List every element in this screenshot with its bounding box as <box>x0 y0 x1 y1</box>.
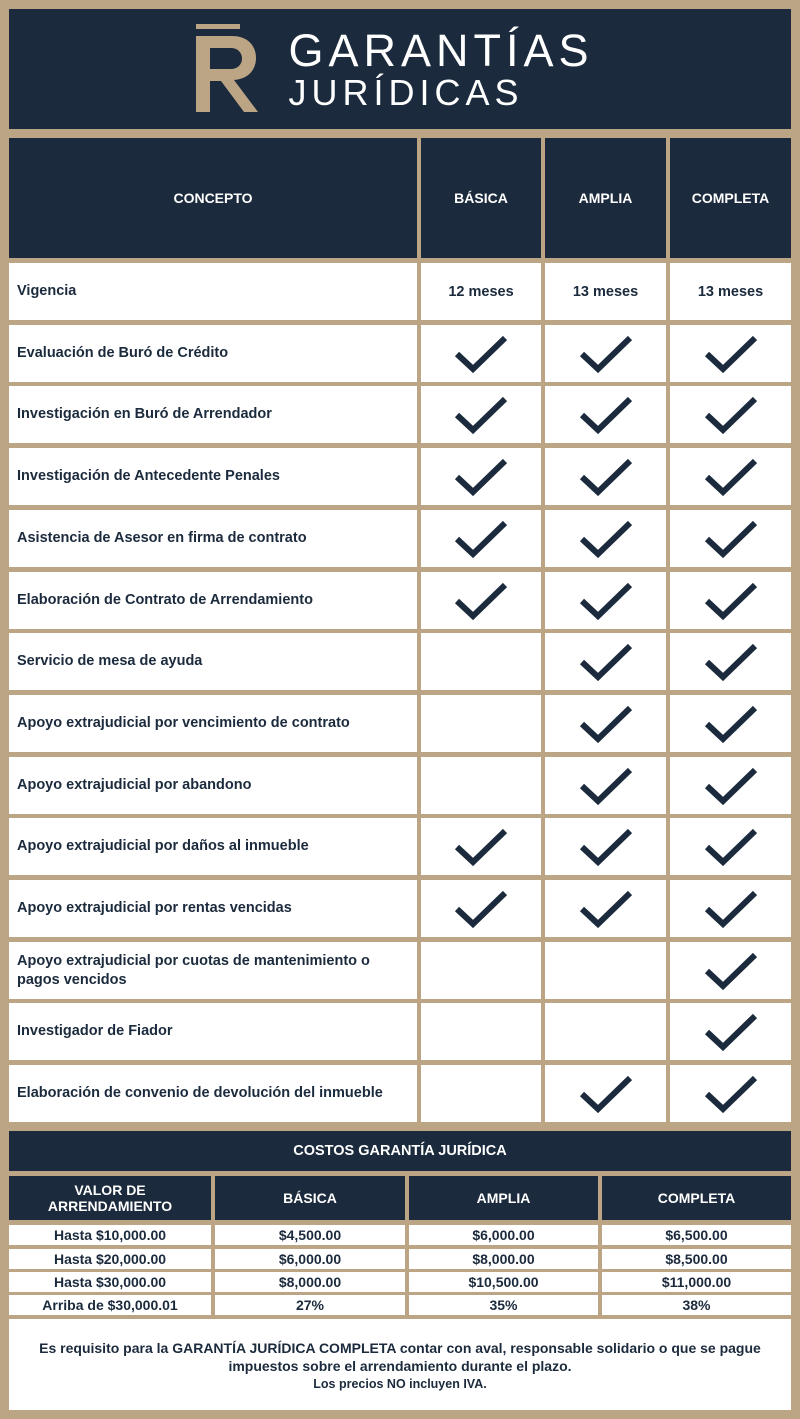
feature-cell-completa <box>670 1065 791 1122</box>
brand-line2: JURÍDICAS <box>288 71 524 113</box>
feature-row-label: Apoyo extrajudicial por abandono <box>9 757 417 814</box>
costs-col-header-2: AMPLIA <box>409 1176 598 1220</box>
checkmark-icon <box>453 457 509 497</box>
brand-monogram-icon <box>196 24 266 114</box>
checkmark-icon <box>703 1074 759 1114</box>
costs-price-cell: $11,000.00 <box>602 1272 791 1292</box>
feature-cell-basica <box>421 386 541 443</box>
checkmark-icon <box>578 889 634 929</box>
checkmark-icon <box>578 1074 634 1114</box>
checkmark-icon <box>703 827 759 867</box>
costs-price-cell: 27% <box>215 1295 405 1315</box>
feature-cell-basica <box>421 757 541 814</box>
costs-price-cell: $6,000.00 <box>215 1249 405 1269</box>
feature-col-header-3: COMPLETA <box>670 138 791 258</box>
costs-price-cell: $8,000.00 <box>409 1249 598 1269</box>
checkmark-icon <box>578 395 634 435</box>
feature-cell-completa <box>670 510 791 567</box>
feature-cell-amplia <box>545 263 666 320</box>
feature-col-header-2: AMPLIA <box>545 138 666 258</box>
checkmark-icon <box>453 827 509 867</box>
feature-cell-completa <box>670 695 791 752</box>
costs-price-cell: $10,500.00 <box>409 1272 598 1292</box>
checkmark-icon <box>453 889 509 929</box>
note-iva: Los precios NO incluyen IVA. <box>313 1376 487 1391</box>
costs-range-cell: Hasta $10,000.00 <box>9 1225 211 1245</box>
feature-cell-amplia <box>545 633 666 690</box>
costs-price-cell: 38% <box>602 1295 791 1315</box>
checkmark-icon <box>453 334 509 374</box>
feature-col-header-0: CONCEPTO <box>9 138 417 258</box>
feature-cell-completa <box>670 880 791 937</box>
feature-row-label: Elaboración de convenio de devolución del inmueble <box>9 1065 417 1122</box>
checkmark-icon <box>578 827 634 867</box>
feature-cell-value: 13 meses <box>572 283 639 300</box>
feature-row-label: Evaluación de Buró de Crédito <box>9 325 417 382</box>
feature-row-label: Apoyo extrajudicial por cuotas de mantenimiento o pagos vencidos <box>9 942 417 999</box>
feature-cell-completa <box>670 757 791 814</box>
checkmark-icon <box>578 519 634 559</box>
feature-cell-completa <box>670 386 791 443</box>
checkmark-icon <box>578 334 634 374</box>
checkmark-icon <box>453 519 509 559</box>
feature-row-label: Investigador de Fiador <box>9 1003 417 1060</box>
feature-cell-amplia <box>545 1065 666 1122</box>
checkmark-icon <box>703 951 759 991</box>
feature-row-label: Apoyo extrajudicial por rentas vencidas <box>9 880 417 937</box>
costs-range-cell: Hasta $20,000.00 <box>9 1249 211 1269</box>
feature-cell-basica <box>421 448 541 505</box>
feature-cell-amplia <box>545 695 666 752</box>
feature-cell-basica <box>421 880 541 937</box>
feature-cell-basica <box>421 510 541 567</box>
feature-row-label: Apoyo extrajudicial por daños al inmueble <box>9 818 417 875</box>
feature-cell-basica <box>421 572 541 629</box>
feature-row-label: Apoyo extrajudicial por vencimiento de contrato <box>9 695 417 752</box>
feature-cell-amplia <box>545 1003 666 1060</box>
checkmark-icon <box>703 766 759 806</box>
costs-price-cell: $6,000.00 <box>409 1225 598 1245</box>
notes-box <box>9 1319 791 1410</box>
checkmark-icon <box>453 395 509 435</box>
costs-price-cell: $8,000.00 <box>215 1272 405 1292</box>
feature-col-header-1: BÁSICA <box>421 138 541 258</box>
checkmark-icon <box>703 642 759 682</box>
feature-cell-completa <box>670 325 791 382</box>
costs-price-cell: 35% <box>409 1295 598 1315</box>
feature-cell-amplia <box>545 448 666 505</box>
feature-cell-amplia <box>545 325 666 382</box>
checkmark-icon <box>703 457 759 497</box>
checkmark-icon <box>703 581 759 621</box>
feature-cell-basica <box>421 818 541 875</box>
costs-price-cell: $4,500.00 <box>215 1225 405 1245</box>
feature-cell-completa <box>670 572 791 629</box>
checkmark-icon <box>578 766 634 806</box>
checkmark-icon <box>703 395 759 435</box>
costs-title: COSTOS GARANTÍA JURÍDICA <box>9 1131 791 1171</box>
costs-col-header-3: COMPLETA <box>602 1176 791 1220</box>
brand-logo <box>196 24 593 114</box>
checkmark-icon <box>703 334 759 374</box>
feature-cell-completa <box>670 448 791 505</box>
checkmark-icon <box>703 519 759 559</box>
brand-line1: GARANTÍAS <box>288 24 594 76</box>
costs-col-header-1: BÁSICA <box>215 1176 405 1220</box>
feature-row-label: Investigación en Buró de Arrendador <box>9 386 417 443</box>
checkmark-icon <box>578 642 634 682</box>
feature-row-label: Elaboración de Contrato de Arrendamiento <box>9 572 417 629</box>
checkmark-icon <box>578 581 634 621</box>
feature-cell-amplia <box>545 386 666 443</box>
checkmark-icon <box>578 457 634 497</box>
checkmark-icon <box>453 581 509 621</box>
costs-price-cell: $8,500.00 <box>602 1249 791 1269</box>
note-requirement: Es requisito para la GARANTÍA JURÍDICA COMPLETA contar con aval, responsable solidario o que se pague impuestos sobre el arrendamiento durante el plazo. <box>39 1339 761 1374</box>
costs-price-cell: $6,500.00 <box>602 1225 791 1245</box>
costs-range-cell: Arriba de $30,000.01 <box>9 1295 211 1315</box>
feature-cell-amplia <box>545 942 666 999</box>
feature-cell-basica <box>421 263 541 320</box>
feature-cell-completa <box>670 633 791 690</box>
feature-row-label: Investigación de Antecedente Penales <box>9 448 417 505</box>
feature-cell-amplia <box>545 510 666 567</box>
feature-cell-amplia <box>545 818 666 875</box>
feature-cell-basica <box>421 633 541 690</box>
feature-cell-completa <box>670 942 791 999</box>
feature-row-label: Asistencia de Asesor en firma de contrato <box>9 510 417 567</box>
feature-cell-value: 13 meses <box>697 283 764 300</box>
feature-cell-completa <box>670 263 791 320</box>
feature-cell-basica <box>421 1003 541 1060</box>
checkmark-icon <box>578 704 634 744</box>
feature-cell-basica <box>421 1065 541 1122</box>
feature-cell-amplia <box>545 757 666 814</box>
feature-cell-basica <box>421 942 541 999</box>
feature-cell-completa <box>670 818 791 875</box>
costs-col-header-0: VALOR DE ARRENDAMIENTO <box>9 1176 211 1220</box>
feature-cell-amplia <box>545 572 666 629</box>
feature-row-label: Servicio de mesa de ayuda <box>9 633 417 690</box>
feature-row-label: Vigencia <box>9 263 417 320</box>
checkmark-icon <box>703 1012 759 1052</box>
feature-cell-completa <box>670 1003 791 1060</box>
feature-cell-basica <box>421 695 541 752</box>
feature-cell-value: 12 meses <box>448 283 514 300</box>
checkmark-icon <box>703 889 759 929</box>
costs-range-cell: Hasta $30,000.00 <box>9 1272 211 1292</box>
checkmark-icon <box>703 704 759 744</box>
feature-cell-amplia <box>545 880 666 937</box>
feature-cell-basica <box>421 325 541 382</box>
header-banner <box>9 9 791 129</box>
